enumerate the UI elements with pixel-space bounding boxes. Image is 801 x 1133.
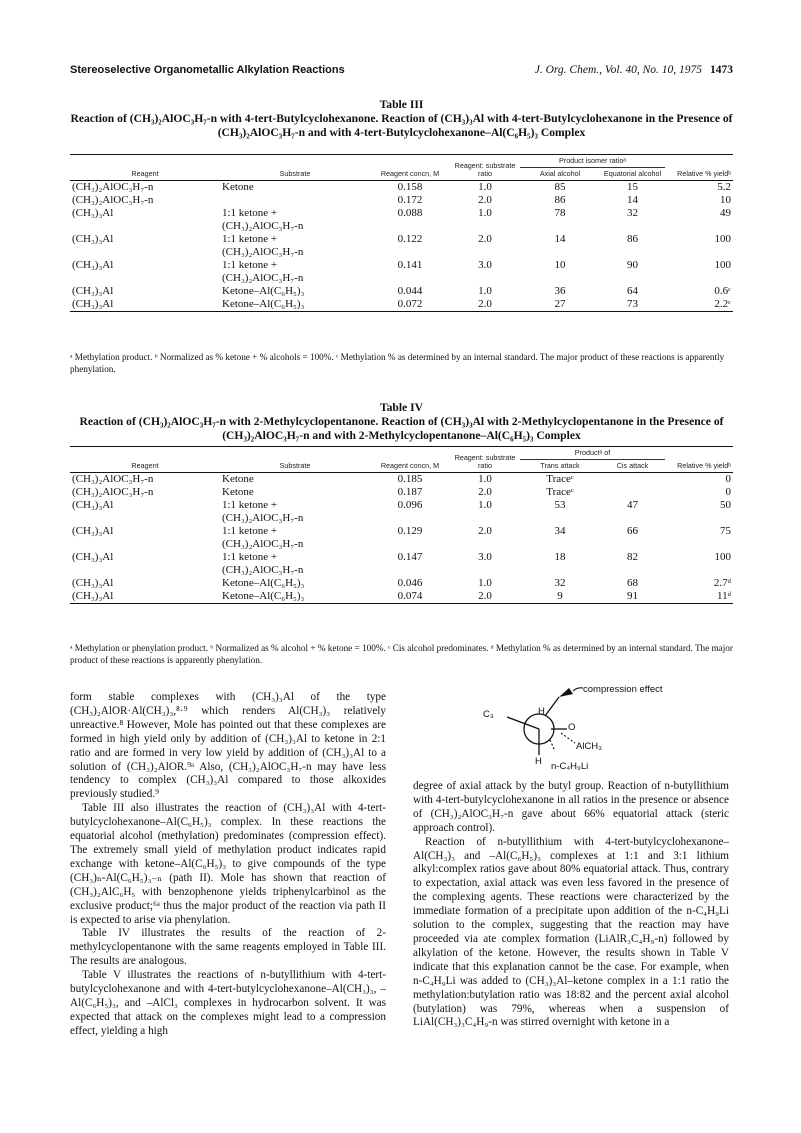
cell-substrate	[220, 298, 370, 312]
table-4-number: Table IV	[379, 401, 424, 414]
substrate-line: Ketone	[222, 473, 254, 485]
cell-axial: 10	[554, 259, 566, 271]
paragraph: Reaction of n-butyllithium with 4-tert-butylcyclohexanone–Al(CH₃)₃ and –Al(C₆H₅)₃ complexes at 1:1 and 3:1 lithium alkyl:complex ratios gave about 80% equatorial attack. Thus, contrary to expectation, axial attack was even less favored in the presence of the complexing agents. These reactions were characterized by the immediate formation of a precipitate upon addition of the n-C₄H₉Li solution to the complex, suggesting that the reaction may have proceeded via ate complex formation (LiAlR₃C₄H₉-n) followed by alkylation of the ketone. However, the results shown in Table V indicate that this explanation cannot be the case. For example, when n-C₄H₉Li was added to (CH₃)₃Al–ketone complex in a 1:1 ratio the methylation:butylation ratio was 18:82 and the percent axial alcohol (butylation) was 79%, whereas when a suspension of LiAl(CH₃)₃C₄H₉-n was stirred overnight with ketone in a	[413, 835, 729, 1029]
cell-concn: 0.088	[397, 207, 423, 219]
table-row	[70, 298, 733, 312]
t4-header-yield: Relative % yieldᵇ	[677, 461, 731, 470]
cell-trans: Traceᶜ	[546, 486, 574, 498]
cell-substrate	[220, 486, 370, 499]
cell-concn: 0.141	[397, 259, 423, 271]
cell-ratio: 3.0	[478, 551, 492, 563]
table-row	[70, 473, 733, 487]
figure-label-compression: compression effect	[583, 684, 663, 695]
table-row	[70, 233, 733, 259]
cell-ratio: 1.0	[478, 499, 492, 511]
cell-equatorial: 32	[627, 207, 638, 219]
cell-ratio: 3.0	[478, 259, 492, 271]
page-number: 1473	[710, 64, 733, 76]
journal-name: J. Org. Chem., Vol. 40, No. 10, 1975	[534, 64, 702, 76]
cell-reagent: (CH₃)₃Al	[72, 285, 114, 297]
cell-substrate	[220, 194, 370, 207]
substrate-line-2: (CH₃)₂AlOC₃H₇-n	[222, 564, 304, 576]
cell-substrate	[220, 285, 370, 298]
substrate-line-2: (CH₃)₂AlOC₃H₇-n	[222, 246, 304, 258]
substrate-line: Ketone–Al(C₆H₅)₃	[222, 590, 305, 602]
cell-equatorial: 15	[627, 181, 638, 193]
t3-header-yield: Relative % yieldᵇ	[677, 169, 731, 178]
substrate-line: Ketone	[222, 486, 254, 498]
figure-label-o: O	[568, 722, 576, 733]
cell-yield: 0	[725, 473, 731, 485]
cell-cis	[600, 473, 665, 487]
cell-reagent: (CH₃)₂AlOC₃H₇-n	[72, 473, 154, 485]
t4-header-substrate: Substrate	[279, 461, 311, 470]
figure-label-nbuli: n-C₄H₉Li	[551, 761, 589, 772]
substrate-line: 1:1 ketone +	[222, 207, 278, 219]
t4-header-concn: Reagent concn, M	[380, 461, 440, 470]
cell-reagent: (CH₃)₃Al	[72, 590, 114, 602]
cell-equatorial: 14	[627, 194, 638, 206]
cell-concn: 0.158	[397, 181, 423, 193]
cell-ratio: 2.0	[478, 525, 492, 537]
cell-axial: 27	[554, 298, 566, 310]
right-column	[413, 780, 729, 1030]
cell-concn: 0.046	[397, 577, 423, 589]
table-row	[70, 499, 733, 525]
cell-substrate	[220, 207, 370, 233]
cell-substrate	[220, 577, 370, 590]
cell-reagent: (CH₃)₃Al	[72, 298, 114, 310]
t3-header-equatorial: Equatorial alcohol	[603, 169, 662, 178]
cell-equatorial: 86	[627, 233, 638, 245]
cell-ratio: 1.0	[478, 181, 492, 193]
running-title: Stereoselective Organometallic Alkylation Reactions	[70, 64, 345, 76]
cell-cis: 68	[627, 577, 638, 589]
cell-ratio: 1.0	[478, 577, 492, 589]
substrate-line-2: (CH₃)₂AlOC₃H₇-n	[222, 538, 304, 550]
cell-equatorial: 64	[627, 285, 638, 297]
substrate-line: 1:1 ketone +	[222, 525, 278, 537]
cell-yield: 0.6ᶜ	[714, 285, 731, 297]
cell-reagent: (CH₃)₃Al	[72, 525, 114, 537]
cell-substrate	[220, 233, 370, 259]
paragraph: Table III also illustrates the reaction of (CH₃)₃Al with 4-tert-butylcyclohexanone–Al(C₆H₅)₃ complex. In these reactions the equatorial alcohol (methylation) predominates (compression effect). The extremely small yield of methylation product indicates rapid exchange with ketone–Al(C₆H₅)₃ to give compounds of the type (CH₃)ₙ-Al(C₆H₅)₃₋ₙ (path II). Mole has shown that reaction of (CH₃)₂AlC₆H₅ with benzophenone yields triphenylcarbinol as the exclusive product;⁶ᵃ thus the major product of the reaction via path II is expected to arise via phenylation.	[70, 802, 386, 926]
t3-header-axial: Axial alcohol	[539, 169, 581, 178]
substrate-line: 1:1 ketone +	[222, 499, 278, 511]
cell-ratio: 2.0	[478, 233, 492, 245]
substrate-line-2: (CH₃)₂AlOC₃H₇-n	[222, 272, 304, 284]
cell-concn: 0.072	[397, 298, 423, 310]
cell-reagent: (CH₃)₃Al	[72, 577, 114, 589]
table-4	[70, 446, 733, 604]
cell-ratio: 2.0	[478, 590, 492, 602]
t3-header-product-group: Product isomer ratioᵃ	[520, 155, 665, 168]
cell-ratio: 1.0	[478, 473, 492, 485]
table-row	[70, 207, 733, 233]
paragraph: Table V illustrates the reactions of n-butyllithium with 4-tert-butylcyclohexanone and with 4-tert-butylcyclohexanone–Al(CH₃)₃, –Al(C₆H₅)₃, and –AlCl₃ complexes in hydrocarbon solvent. It was expected that attack on the complexes might lead to a compression effect, yielding a high	[70, 969, 386, 1037]
table-3-number: Table III	[379, 98, 424, 111]
cell-trans: Traceᶜ	[546, 473, 574, 485]
t4-header-reagent: Reagent	[131, 461, 159, 470]
t4-header-ratio: Reagent: substrate ratio	[454, 453, 516, 470]
cell-trans: 34	[554, 525, 566, 537]
cell-ratio: 1.0	[478, 285, 492, 297]
cell-concn: 0.074	[397, 590, 423, 602]
substrate-line: 1:1 ketone +	[222, 233, 278, 245]
figure-label-alch3: AlCH₃	[576, 741, 603, 752]
substrate-line-2: (CH₃)₂AlOC₃H₇-n	[222, 220, 304, 232]
table-4-title: Reaction of (CH₃)₂AlOC₃H₇-n with 2-Methylcyclopentanone. Reaction of (CH₃)₃Al with 2-Methylcyclopentanone in the Presence of (CH₃)₂AlOC₃H₇-n and with 2-Methylcyclopentanone–Al(C₆H₅)₃ Complex	[79, 415, 724, 442]
compression-effect-figure	[455, 683, 705, 773]
t3-header-substrate: Substrate	[279, 169, 311, 178]
cell-yield: 11ᵈ	[716, 590, 731, 602]
cell-yield: 75	[720, 525, 731, 537]
substrate-line: Ketone–Al(C₆H₅)₃	[222, 285, 305, 297]
cell-reagent: (CH₃)₂AlOC₃H₇-n	[72, 181, 154, 193]
cell-reagent: (CH₃)₃Al	[72, 259, 114, 271]
cell-axial: 36	[554, 285, 566, 297]
cell-reagent: (CH₃)₃Al	[72, 233, 114, 245]
paragraph: form stable complexes with (CH₃)₃Al of the type (CH₃)₂AlOR·Al(CH₃)₃,⁸·⁹ which renders Al(CH₃)₃ relatively unreactive.⁸ However, Mole has pointed out that these complexes are formed in high yield only by addition of (CH₃)₃Al to ketone in 2:1 ratio and are formed in very low yield by addition of (CH₃)₃Al to a solution of (CH₃)₂AlOR.⁹ᵃ Also, (CH₃)₂AlOC₃H₇-n may have less tendency to complex (CH₃)₃Al compared to those alkoxides previously studied.⁹	[70, 691, 386, 801]
cell-reagent: (CH₃)₃Al	[72, 207, 114, 219]
cell-substrate	[220, 590, 370, 604]
cell-concn: 0.172	[397, 194, 423, 206]
table-3	[70, 154, 733, 312]
paragraph: Table IV illustrates the results of the reaction of 2-methylcyclopentanone with the same reagents employed in Table III. The results are analogous.	[70, 927, 386, 968]
cell-yield: 100	[714, 259, 731, 271]
cell-trans: 18	[554, 551, 566, 563]
t4-header-trans: Trans attack	[540, 461, 580, 470]
substrate-line: 1:1 ketone +	[222, 259, 278, 271]
cell-cis: 82	[627, 551, 638, 563]
cell-yield: 50	[720, 499, 731, 511]
cell-concn: 0.122	[397, 233, 423, 245]
substrate-line: 1:1 ketone +	[222, 551, 278, 563]
cell-ratio: 1.0	[478, 207, 492, 219]
cell-equatorial: 73	[627, 298, 638, 310]
t4-header-cis: Cis attack	[616, 461, 649, 470]
cell-axial: 86	[554, 194, 566, 206]
newman-projection-drawing	[455, 683, 705, 773]
table-row	[70, 525, 733, 551]
t4-header-product-group: Productᵃ of	[520, 447, 665, 460]
figure-label-c3: C₃	[483, 709, 494, 720]
cell-yield: 2.7ᵈ	[713, 577, 731, 589]
substrate-line: Ketone	[222, 181, 254, 193]
table-3-body	[70, 181, 733, 312]
cell-concn: 0.044	[397, 285, 423, 297]
cell-cis	[600, 486, 665, 499]
cell-ratio: 2.0	[478, 194, 492, 206]
table-row	[70, 259, 733, 285]
cell-cis: 66	[627, 525, 638, 537]
cell-concn: 0.129	[397, 525, 423, 537]
t3-header-ratio: Reagent: substrate ratio	[454, 161, 516, 178]
cell-yield: 2.2ᶜ	[714, 298, 731, 310]
substrate-line: Ketone–Al(C₆H₅)₃	[222, 298, 305, 310]
running-header	[70, 64, 733, 80]
cell-reagent: (CH₃)₃Al	[72, 551, 114, 563]
cell-reagent: (CH₃)₂AlOC₃H₇-n	[72, 486, 154, 498]
table-row	[70, 181, 733, 195]
cell-substrate	[220, 181, 370, 195]
cell-substrate	[220, 551, 370, 577]
cell-concn: 0.185	[397, 473, 423, 485]
cell-cis: 91	[627, 590, 638, 602]
cell-yield: 10	[720, 194, 731, 206]
cell-yield: 0	[725, 486, 731, 498]
paragraph: degree of axial attack by the butyl group. Reaction of n-butyllithium with 4-tert-butylcyclohexanone in all ratios in the presence or absence of (CH₃)₂AlOC₃H₇-n gave about 66% equatorial attack (steric approach control).	[413, 780, 729, 834]
table-row	[70, 577, 733, 590]
cell-trans: 32	[554, 577, 566, 589]
cell-axial: 78	[554, 207, 566, 219]
cell-substrate	[220, 525, 370, 551]
table-4-body	[70, 473, 733, 604]
cell-axial: 14	[554, 233, 566, 245]
table-4-footnote: ᵃ Methylation or phenylation product. ᵇ Normalized as % alcohol + % ketone = 100%. ᶜ Cis alcohol predominates. ᵈ Methylation % as determined by an internal standard. The major product of these reactions is apparently phenylation.	[70, 643, 733, 665]
cell-substrate	[220, 473, 370, 487]
cell-equatorial: 90	[627, 259, 638, 271]
table-row	[70, 486, 733, 499]
figure-label-h-top: H	[538, 706, 545, 717]
cell-reagent: (CH₃)₂AlOC₃H₇-n	[72, 194, 154, 206]
table-row	[70, 590, 733, 604]
cell-axial: 85	[554, 181, 566, 193]
table-3-caption	[70, 98, 733, 140]
cell-yield: 100	[714, 551, 731, 563]
journal-citation	[535, 64, 733, 76]
t3-header-reagent: Reagent	[131, 169, 159, 178]
cell-concn: 0.147	[397, 551, 423, 563]
cell-cis: 47	[627, 499, 638, 511]
table-3-title: Reaction of (CH₃)₂AlOC₃H₇-n with 4-tert-Butylcyclohexanone. Reaction of (CH₃)₃Al with 4-tert-Butylcyclohexanone in the Presence of (CH₃)₂AlOC₃H₇-n and with 4-tert-Butylcyclohexanone–Al(C₆H₅)₃ Complex	[70, 112, 733, 139]
table-3-footnote: ᵃ Methylation product. ᵇ Normalized as % ketone + % alcohols = 100%. ᶜ Methylation % as determined by an internal standard. The major product of these reactions is apparently phenylation.	[70, 352, 725, 374]
table-row	[70, 194, 733, 207]
cell-concn: 0.187	[397, 486, 423, 498]
cell-substrate	[220, 259, 370, 285]
t3-header-concn: Reagent concn, M	[380, 169, 440, 178]
table-row	[70, 551, 733, 577]
cell-ratio: 2.0	[478, 298, 492, 310]
cell-yield: 5.2	[717, 181, 731, 193]
cell-concn: 0.096	[397, 499, 423, 511]
substrate-line-2: (CH₃)₂AlOC₃H₇-n	[222, 512, 304, 524]
cell-ratio: 2.0	[478, 486, 492, 498]
table-row	[70, 285, 733, 298]
cell-reagent: (CH₃)₃Al	[72, 499, 114, 511]
cell-trans: 9	[557, 590, 563, 602]
cell-yield: 49	[720, 207, 731, 219]
substrate-line: Ketone–Al(C₆H₅)₃	[222, 577, 305, 589]
left-column	[70, 691, 386, 1039]
cell-substrate	[220, 499, 370, 525]
cell-yield: 100	[714, 233, 731, 245]
figure-label-h-bottom: H	[535, 756, 542, 767]
table-4-caption	[70, 401, 733, 443]
cell-trans: 53	[554, 499, 566, 511]
